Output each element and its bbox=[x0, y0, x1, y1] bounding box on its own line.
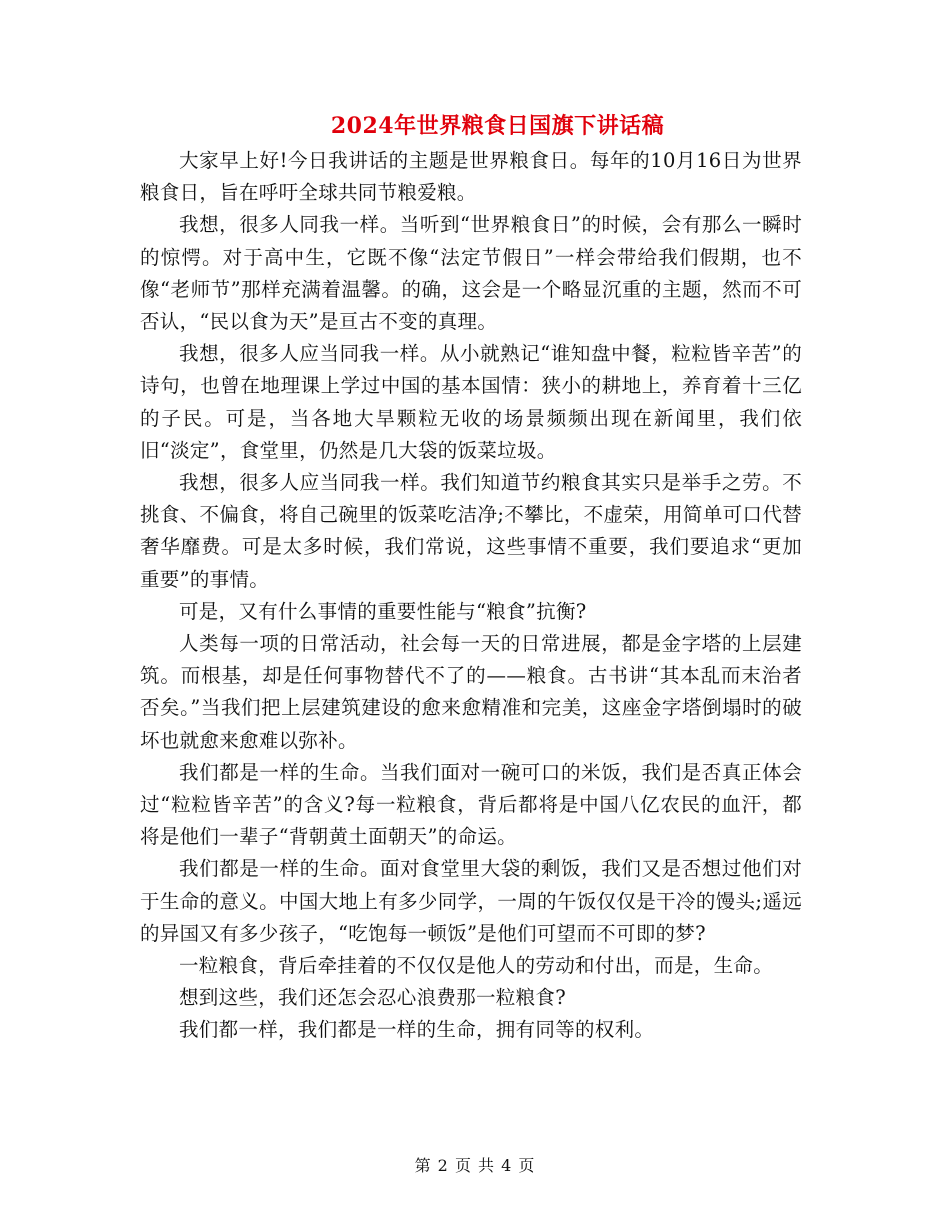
paragraph: 我想，很多人应当同我一样。我们知道节约粮食其实只是举手之劳。不挑食、不偏食，将自己碗里的饭菜吃洁净;不攀比，不虚荣，用简单可口代替奢华靡费。可是太多时候，我们常说，这些事情不重要，我们要追求“更加重要”的事情。 bbox=[140, 471, 802, 591]
paragraph: 我们都是一样的生命。当我们面对一碗可口的米饭，我们是否真正体会过“粒粒皆辛苦”的含义?每一粒粮食，背后都将是中国八亿农民的血汗，都将是他们一辈子“背朝黄土面朝天”的命运。 bbox=[140, 760, 802, 849]
paragraph: 我想，很多人同我一样。当听到“世界粮食日”的时候，会有那么一瞬时的惊愕。对于高中生，它既不像“法定节假日”一样会带给我们假期，也不像“老师节”那样充满着温馨。的确，这会是一个略显沉重的主题，然而不可否认，“民以食为天”是亘古不变的真理。 bbox=[140, 213, 802, 334]
paragraph: 可是，又有什么事情的重要性能与“粮食”抗衡? bbox=[179, 599, 587, 623]
paragraph: 人类每一项的日常活动，社会每一天的日常进展，都是金字塔的上层建筑。而根基，却是任何事物替代不了的——粮食。古书讲“其本乱而末治者否矣。”当我们把上层建筑建设的愈来愈精准和完美，这座金字塔倒塌时的破坏也就愈来愈难以弥补。 bbox=[140, 632, 802, 752]
page-number-footer: 第 2 页 共 4 页 bbox=[414, 1156, 536, 1175]
document-body bbox=[140, 145, 802, 1047]
paragraph: 大家早上好!今日我讲话的主题是世界粮食日。每年的10月16日为世界粮食日，旨在呼吁全球共同节粮爱粮。 bbox=[140, 149, 802, 205]
paragraph: 想到这些，我们还怎会忍心浪费那一粒粮食? bbox=[179, 986, 566, 1010]
paragraph: 我想，很多人应当同我一样。从小就熟记“谁知盘中餐，粒粒皆辛苦”的诗句，也曾在地理课上学过中国的基本国情：狭小的耕地上，养育着十三亿的子民。可是，当各地大旱颗粒无收的场景频频出现在新闻里，我们依旧“淡定”，食堂里，仍然是几大袋的饭菜垃圾。 bbox=[140, 342, 802, 462]
paragraph: 一粒粮食，背后牵挂着的不仅仅是他人的劳动和付出，而是，生命。 bbox=[179, 954, 774, 978]
paragraph: 我们都一样，我们都是一样的生命，拥有同等的权利。 bbox=[179, 1018, 655, 1042]
paragraph: 我们都是一样的生命。面对食堂里大袋的剩饭，我们又是否想过他们对于生命的意义。中国大地上有多少同学，一周的午饭仅仅是干冷的馒头;遥远的异国又有多少孩子，“吃饱每一顿饭”是他们可望而不可即的梦? bbox=[140, 857, 802, 945]
document-title: 2024年世界粮食日国旗下讲话稿 bbox=[330, 113, 665, 139]
